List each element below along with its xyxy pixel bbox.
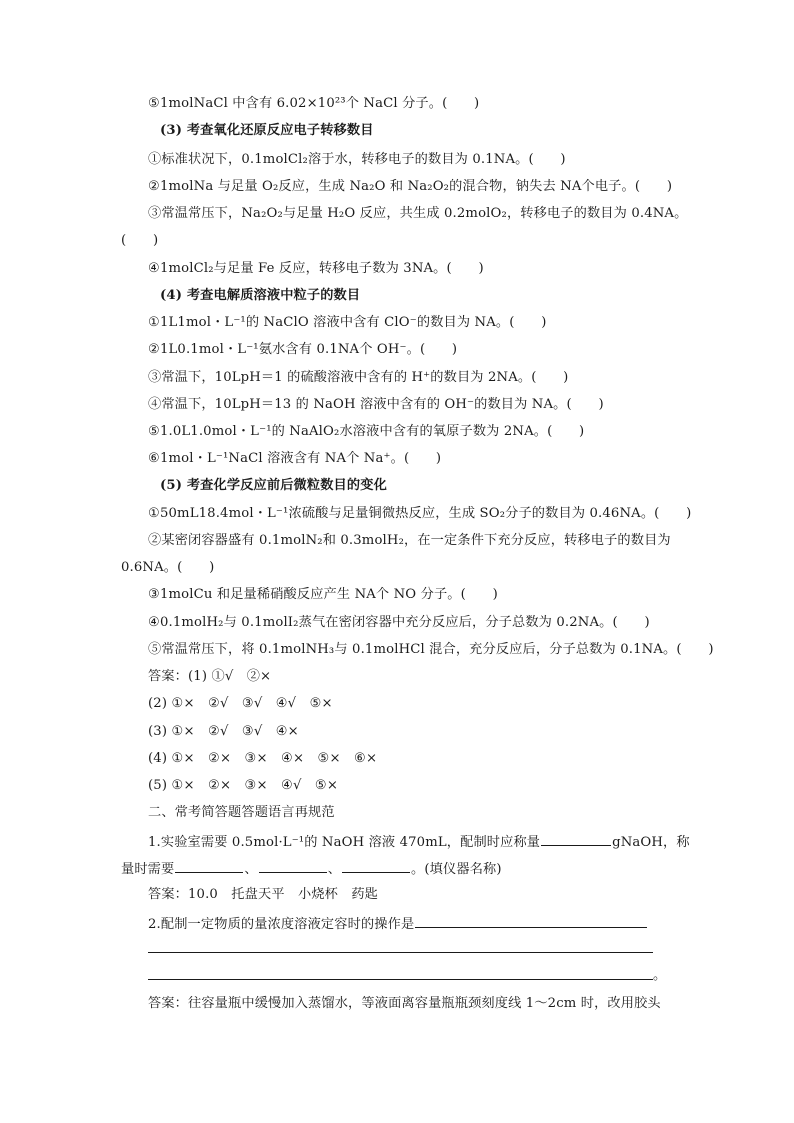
question-2-line: [148, 913, 648, 935]
question-line: ①1L1mol・L⁻¹的 NaClO 溶液中含有 ClO⁻的数目为 NA。( ): [148, 315, 547, 330]
q2-text: 2.配制一定物质的量浓度溶液定容时的操作是: [148, 917, 415, 932]
question-line: ⑤常温常压下，将 0.1molNH₃与 0.1molHCl 混合，充分反应后，分子总数为 0.1NA。( ): [148, 642, 714, 657]
q1-text-c: 量时需要: [121, 862, 175, 877]
question-line: 0.6NA。( ): [121, 560, 215, 575]
question-line: ⑤1.0L1.0mol・L⁻¹的 NaAlO₂水溶液中含有的氧原子数为 2NA。( ): [148, 424, 585, 439]
q1-text-b: gNaOH，称: [612, 835, 690, 850]
question-1-line-2: [121, 858, 502, 880]
question-line: ( ): [121, 233, 159, 248]
q1-text-d: 。(填仪器名称): [411, 862, 502, 877]
question-line: ③常温常压下，Na₂O₂与足量 H₂O 反应，共生成 0.2molO₂，转移电子的数目为 0.4NA。: [148, 206, 688, 221]
question-line: ⑤1molNaCl 中含有 6.02×10²³个 NaCl 分子。( ): [148, 96, 480, 111]
q1-blank-mass[interactable]: [541, 831, 611, 846]
answer-line: (2) ①× ②√ ③√ ④√ ⑤×: [148, 696, 333, 711]
answer-line: (4) ①× ②× ③× ④× ⑤× ⑥×: [148, 751, 378, 766]
section-heading: (3) 考查氧化还原反应电子转移数目: [160, 123, 374, 138]
answer-line: 答案：(1) ①√ ②×: [148, 669, 272, 684]
answer-line: (5) ①× ②× ③× ④√ ⑤×: [148, 778, 339, 793]
question-line: ③常温下，10LpH＝1 的硫酸溶液中含有的 H⁺的数目为 2NA。( ): [148, 370, 569, 385]
question-line: ④1molCl₂与足量 Fe 反应，转移电子数为 3NA。( ): [148, 261, 484, 276]
q1-sep-1: 、: [244, 862, 258, 877]
q2-blank-1[interactable]: [415, 913, 647, 928]
q1-blank-instrument-2[interactable]: [259, 858, 327, 873]
question-line: ②1molNa 与足量 O₂反应，生成 Na₂O 和 Na₂O₂的混合物，钠失去 NA个电子。( ): [148, 179, 673, 194]
answer-line: 答案：10.0 托盘天平 小烧杯 药匙: [148, 887, 379, 902]
q2-blank-3[interactable]: [148, 979, 653, 980]
section-heading: (4) 考查电解质溶液中粒子的数目: [160, 288, 361, 303]
q1-sep-2: 、: [327, 862, 342, 877]
question-line: ③1molCu 和足量稀硝酸反应产生 NA个 NO 分子。( ): [148, 587, 498, 602]
question-1-line-1: [148, 831, 690, 853]
q1-text-a: 1.实验室需要 0.5mol·L⁻¹的 NaOH 溶液 470mL，配制时应称量: [148, 835, 541, 850]
q1-blank-instrument-1[interactable]: [175, 858, 243, 873]
question-line: ①标准状况下，0.1molCl₂溶于水，转移电子的数目为 0.1NA。( ): [148, 152, 566, 167]
q2-blank-2[interactable]: [148, 952, 653, 953]
answer-line: (3) ①× ②√ ③√ ④×: [148, 724, 299, 739]
q2-end-mark: 。: [653, 968, 667, 983]
question-line: ②某密闭容器盛有 0.1molN₂和 0.3molH₂，在一定条件下充分反应，转移电子的数目为: [148, 533, 671, 548]
question-line: ⑥1mol・L⁻¹NaCl 溶液含有 NA个 Na⁺。( ): [148, 451, 442, 466]
section-heading: (5) 考查化学反应前后微粒数目的变化: [160, 478, 387, 493]
question-line: ②1L0.1mol・L⁻¹氨水含有 0.1NA个 OH⁻。( ): [148, 342, 458, 357]
question-line: ①50mL18.4mol・L⁻¹浓硫酸与足量铜微热反应，生成 SO₂分子的数目为 0.46NA。( ): [148, 506, 692, 521]
question-line: ④常温下，10LpH＝13 的 NaOH 溶液中含有的 OH⁻的数目为 NA。( ): [148, 397, 604, 412]
answer-line: 答案：往容量瓶中缓慢加入蒸馏水，等液面离容量瓶瓶颈刻度线 1～2cm 时，改用胶头: [148, 996, 661, 1011]
section-title: 二、常考简答题答题语言再规范: [148, 805, 335, 820]
q1-blank-instrument-3[interactable]: [342, 858, 410, 873]
question-line: ④0.1molH₂与 0.1molI₂蒸气在密闭容器中充分反应后，分子总数为 0.2NA。( ): [148, 615, 650, 630]
